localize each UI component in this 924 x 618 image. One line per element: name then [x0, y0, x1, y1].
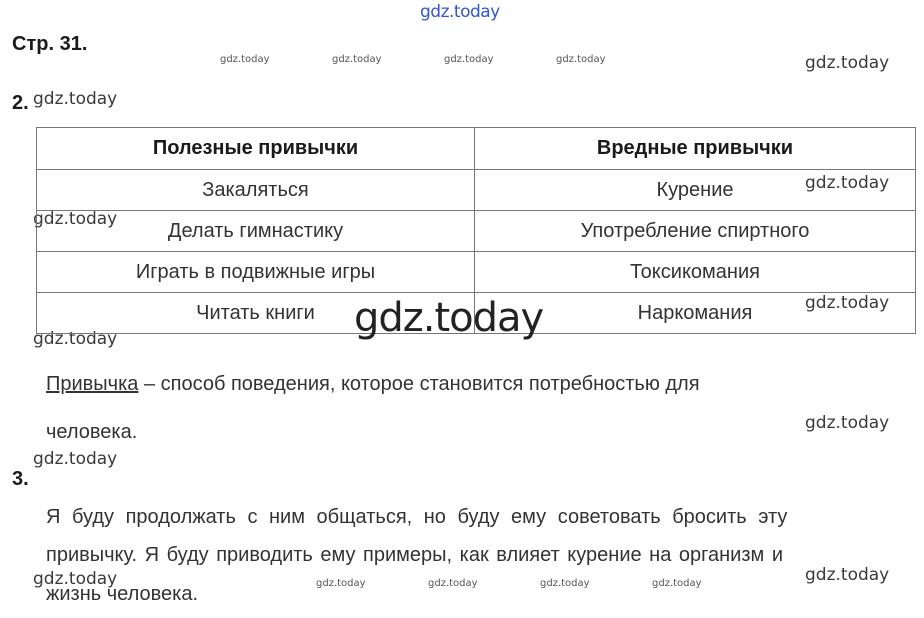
watermark-medium: gdz.today: [805, 173, 890, 193]
watermark-medium: gdz.today: [33, 569, 118, 589]
watermark-top: gdz.today: [420, 2, 500, 22]
page-label: Стр. 31.: [12, 33, 88, 55]
watermark-medium: gdz.today: [33, 449, 118, 469]
watermark-medium: gdz.today: [33, 209, 118, 229]
definition-text: – способ поведения, которое становится потребностью для: [138, 373, 700, 395]
header-useful-habits: Полезные привычки: [37, 128, 475, 170]
task-3-number: 3.: [12, 468, 29, 490]
watermark-small: gdz.today: [332, 54, 382, 65]
task-3-line-3: жизнь человека.: [46, 583, 199, 605]
table-row: [37, 211, 916, 252]
table-row: [37, 252, 916, 293]
useful-habit-cell: Делать гимнастику: [37, 211, 475, 252]
definition-term: Привычка: [46, 373, 139, 395]
watermark-medium: gdz.today: [33, 329, 118, 349]
definition-line-2: человека.: [46, 421, 138, 443]
watermark-small: gdz.today: [220, 54, 270, 65]
watermark-small: gdz.today: [556, 54, 606, 65]
harmful-habit-cell: Токсикомания: [475, 252, 916, 293]
harmful-habit-cell: Употребление спиртного: [475, 211, 916, 252]
header-harmful-habits: Вредные привычки: [475, 128, 916, 170]
watermark-large: gdz.today: [354, 295, 544, 341]
watermark-medium: gdz.today: [33, 89, 118, 109]
table-header-row: [37, 128, 916, 170]
task-2-number: 2.: [12, 92, 29, 114]
task-3-line-1: Я буду продолжать с ним общаться, но буду ему советовать бросить эту: [46, 506, 788, 528]
watermark-small: gdz.today: [428, 578, 478, 589]
useful-habit-cell: Закаляться: [37, 170, 475, 211]
watermark-small: gdz.today: [540, 578, 590, 589]
watermark-medium: gdz.today: [805, 413, 890, 433]
table-row: [37, 170, 916, 211]
useful-habit-cell: Играть в подвижные игры: [37, 252, 475, 293]
watermark-small: gdz.today: [444, 54, 494, 65]
watermark-medium: gdz.today: [805, 565, 890, 585]
watermark-small: gdz.today: [316, 578, 366, 589]
task-3-line-2: привычку. Я буду приводить ему примеры, как влияет курение на организм и: [46, 544, 783, 566]
harmful-habit-cell: Курение: [475, 170, 916, 211]
watermark-medium: gdz.today: [805, 53, 890, 73]
definition-line-1: [46, 373, 700, 396]
watermark-medium: gdz.today: [805, 293, 890, 313]
useful-habit-cell: Читать книги: [37, 293, 475, 334]
watermark-small: gdz.today: [652, 578, 702, 589]
harmful-habit-cell: Наркомания: [475, 293, 916, 334]
